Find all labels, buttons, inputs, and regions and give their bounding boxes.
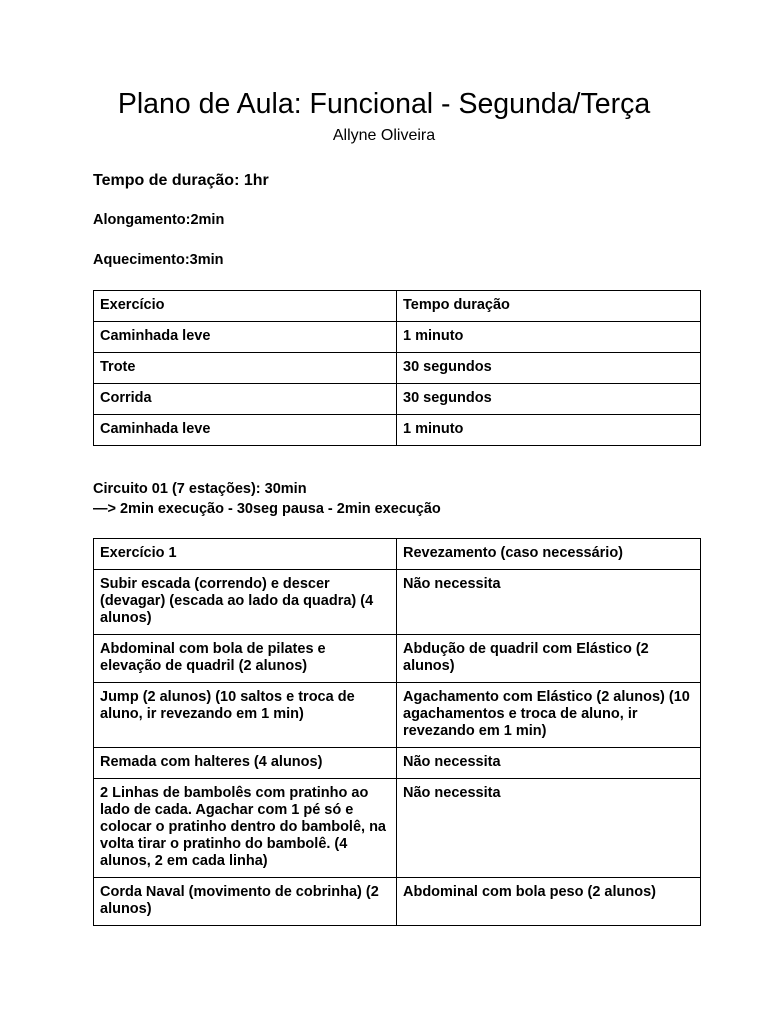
table-row (94, 878, 701, 926)
table-row (94, 779, 701, 878)
duration-heading: Tempo de duração: 1hr (93, 172, 269, 189)
table-cell: Abdução de quadril com Elástico (2 alunos) (397, 635, 701, 683)
table-header-row (94, 539, 701, 570)
table-row (94, 322, 701, 353)
circuit-scheme: —> 2min execução - 30seg pausa - 2min execução (93, 501, 441, 517)
table-cell: Remada com halteres (4 alunos) (94, 748, 397, 779)
table-row (94, 415, 701, 446)
table-cell: Agachamento com Elástico (2 alunos) (10 agachamentos e troca de aluno, ir revezando em 1 min) (397, 683, 701, 748)
header-cell-exercise: Exercício 1 (94, 539, 397, 570)
table-cell: Não necessita (397, 779, 701, 878)
author-name: Allyne Oliveira (332, 127, 436, 144)
table-cell: Corda Naval (movimento de cobrinha) (2 alunos) (94, 878, 397, 926)
table-cell: 2 Linhas de bambolês com pratinho ao lado de cada. Agachar com 1 pé só e colocar o pratinho dentro do bambolê, na volta tirar o pratinho do bambolê. (4 alunos, 2 em cada linha) (94, 779, 397, 878)
table-cell: Caminhada leve (94, 415, 397, 446)
table-cell: Não necessita (397, 570, 701, 635)
table-row (94, 683, 701, 748)
page-title: Plano de Aula: Funcional - Segunda/Terça (117, 88, 651, 120)
table-cell: Abdominal com bola de pilates e elevação de quadril (2 alunos) (94, 635, 397, 683)
header-cell-duration: Tempo duração (397, 291, 701, 322)
table-cell: Jump (2 alunos) (10 saltos e troca de aluno, ir revezando em 1 min) (94, 683, 397, 748)
table-row (94, 570, 701, 635)
table-cell: Corrida (94, 384, 397, 415)
stretching-line: Alongamento:2min (93, 212, 225, 228)
table-cell: Abdominal com bola peso (2 alunos) (397, 878, 701, 926)
header-cell-rotation: Revezamento (caso necessário) (397, 539, 701, 570)
table-cell: 1 minuto (397, 322, 701, 353)
table-cell: 1 minuto (397, 415, 701, 446)
warmup-table (93, 290, 701, 446)
circuit-title: Circuito 01 (7 estações): 30min (93, 481, 307, 497)
header-cell-exercise: Exercício (94, 291, 397, 322)
table-cell: 30 segundos (397, 384, 701, 415)
table-cell: Caminhada leve (94, 322, 397, 353)
table-row (94, 353, 701, 384)
circuit-table (93, 538, 701, 926)
table-row (94, 635, 701, 683)
table-cell: Subir escada (correndo) e descer (devagar) (escada ao lado da quadra) (4 alunos) (94, 570, 397, 635)
table-cell: 30 segundos (397, 353, 701, 384)
table-header-row (94, 291, 701, 322)
table-row (94, 384, 701, 415)
table-cell: Não necessita (397, 748, 701, 779)
warmup-line: Aquecimento:3min (93, 252, 224, 268)
table-row (94, 748, 701, 779)
table-cell: Trote (94, 353, 397, 384)
